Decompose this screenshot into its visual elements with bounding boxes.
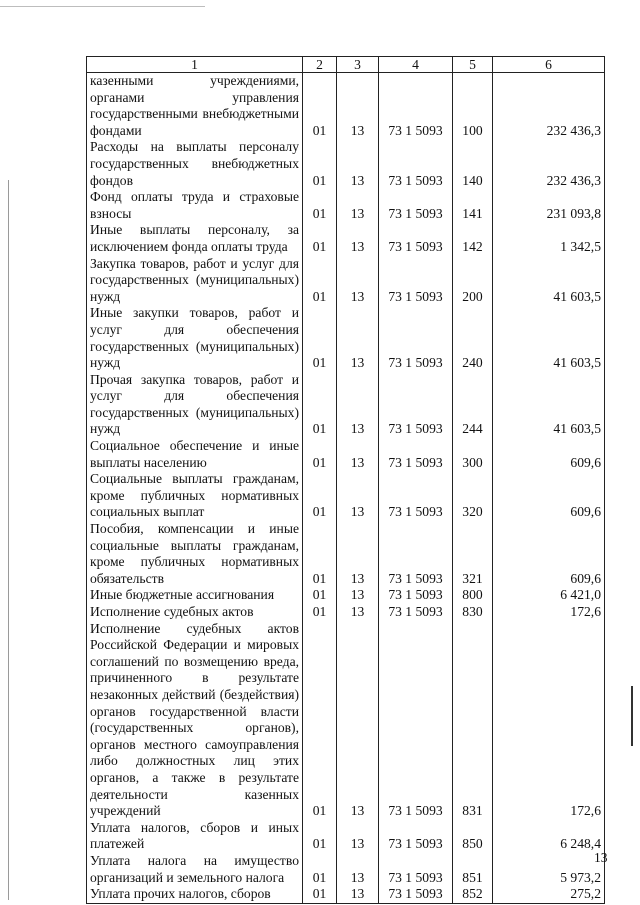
subsection-code-cell: 13 <box>337 471 379 521</box>
expense-type-cell: 831 <box>453 621 493 820</box>
target-article-cell: 73 1 5093 <box>379 189 453 222</box>
table-row <box>87 604 605 621</box>
subsection-code-cell: 13 <box>337 621 379 820</box>
target-article-cell: 73 1 5093 <box>379 372 453 438</box>
subsection-code-cell: 13 <box>337 222 379 255</box>
table-row <box>87 256 605 306</box>
row-name-cell: Социальное обеспечение и иные выплаты населению <box>87 438 303 471</box>
amount-cell: 172,6 <box>493 621 605 820</box>
column-header-1: 1 <box>87 57 303 73</box>
subsection-code-cell: 13 <box>337 372 379 438</box>
section-code-cell: 01 <box>303 621 337 820</box>
subsection-code-cell: 13 <box>337 256 379 306</box>
budget-table <box>86 56 605 904</box>
section-code-cell: 01 <box>303 256 337 306</box>
target-article-cell: 73 1 5093 <box>379 73 453 140</box>
expense-type-cell: 800 <box>453 587 493 604</box>
target-article-cell: 73 1 5093 <box>379 853 453 886</box>
subsection-code-cell: 13 <box>337 820 379 853</box>
expense-type-cell: 141 <box>453 189 493 222</box>
target-article-cell: 73 1 5093 <box>379 139 453 189</box>
expense-type-cell: 830 <box>453 604 493 621</box>
expense-type-cell: 851 <box>453 853 493 886</box>
row-name-cell: Фонд оплаты труда и страховые взносы <box>87 189 303 222</box>
amount-cell: 1 342,5 <box>493 222 605 255</box>
subsection-code-cell: 13 <box>337 139 379 189</box>
page-number: 13 <box>594 850 608 865</box>
amount-cell: 172,6 <box>493 604 605 621</box>
amount-cell: 6 421,0 <box>493 587 605 604</box>
section-code-cell: 01 <box>303 305 337 371</box>
expense-type-cell: 140 <box>453 139 493 189</box>
column-header-4: 4 <box>379 57 453 73</box>
amount-cell: 232 436,3 <box>493 73 605 140</box>
expense-type-cell: 321 <box>453 521 493 587</box>
amount-cell: 609,6 <box>493 438 605 471</box>
amount-cell: 231 093,8 <box>493 189 605 222</box>
row-name-cell: Уплата налогов, сборов и иных платежей <box>87 820 303 853</box>
target-article-cell: 73 1 5093 <box>379 471 453 521</box>
target-article-cell: 73 1 5093 <box>379 604 453 621</box>
column-header-5: 5 <box>453 57 493 73</box>
amount-cell: 41 603,5 <box>493 372 605 438</box>
column-header-3: 3 <box>337 57 379 73</box>
row-name-cell: Исполнение судебных актов <box>87 604 303 621</box>
amount-cell: 232 436,3 <box>493 139 605 189</box>
section-code-cell: 01 <box>303 820 337 853</box>
section-code-cell: 01 <box>303 222 337 255</box>
subsection-code-cell: 13 <box>337 438 379 471</box>
row-name-cell: Закупка товаров, работ и услуг для государственных (муниципальных) нужд <box>87 256 303 306</box>
row-name-cell: Иные выплаты персоналу, за исключением фонда оплаты труда <box>87 222 303 255</box>
subsection-code-cell: 13 <box>337 604 379 621</box>
subsection-code-cell: 13 <box>337 189 379 222</box>
table-row <box>87 222 605 255</box>
header-row <box>87 57 605 73</box>
target-article-cell: 73 1 5093 <box>379 621 453 820</box>
section-code-cell: 01 <box>303 471 337 521</box>
amount-cell: 41 603,5 <box>493 256 605 306</box>
column-header-2: 2 <box>303 57 337 73</box>
amount-cell: 41 603,5 <box>493 305 605 371</box>
row-name-cell: Иные бюджетные ассигнования <box>87 587 303 604</box>
row-name-cell: Социальные выплаты гражданам, кроме публичных нормативных социальных выплат <box>87 471 303 521</box>
section-code-cell: 01 <box>303 189 337 222</box>
section-code-cell: 01 <box>303 604 337 621</box>
expense-type-cell: 852 <box>453 886 493 903</box>
table-row <box>87 886 605 903</box>
expense-type-cell: 200 <box>453 256 493 306</box>
section-code-cell: 01 <box>303 139 337 189</box>
expense-type-cell: 244 <box>453 372 493 438</box>
subsection-code-cell: 13 <box>337 886 379 903</box>
column-header-6: 6 <box>493 57 605 73</box>
subsection-code-cell: 13 <box>337 305 379 371</box>
table-row <box>87 820 605 853</box>
table-row <box>87 853 605 886</box>
subsection-code-cell: 13 <box>337 853 379 886</box>
amount-cell: 609,6 <box>493 521 605 587</box>
scan-left-edge <box>8 180 9 900</box>
table-row <box>87 438 605 471</box>
row-name-cell: казенными учреждениями, органами управления государственными внебюджетными фондами <box>87 73 303 140</box>
target-article-cell: 73 1 5093 <box>379 820 453 853</box>
target-article-cell: 73 1 5093 <box>379 521 453 587</box>
subsection-code-cell: 13 <box>337 521 379 587</box>
row-name-cell: Уплата прочих налогов, сборов <box>87 886 303 903</box>
row-name-cell: Расходы на выплаты персоналу государственных внебюджетных фондов <box>87 139 303 189</box>
table-row <box>87 305 605 371</box>
subsection-code-cell: 13 <box>337 587 379 604</box>
row-name-cell: Исполнение судебных актов Российской Федерации и мировых соглашений по возмещению вреда, причиненного в результате незаконных действий (бездействия) органов государственной власти (государственных органов), органов местного самоуправления либо должностных лиц этих органов, а также в результате деятельности казенных учреждений <box>87 621 303 820</box>
table-row <box>87 621 605 820</box>
section-code-cell: 01 <box>303 73 337 140</box>
target-article-cell: 73 1 5093 <box>379 587 453 604</box>
row-name-cell: Уплата налога на имущество организаций и земельного налога <box>87 853 303 886</box>
row-name-cell: Иные закупки товаров, работ и услуг для обеспечения государственных (муниципальных) нужд <box>87 305 303 371</box>
header-rule <box>0 6 205 7</box>
expense-type-cell: 300 <box>453 438 493 471</box>
subsection-code-cell: 13 <box>337 73 379 140</box>
expense-type-cell: 100 <box>453 73 493 140</box>
table-row <box>87 471 605 521</box>
expense-type-cell: 240 <box>453 305 493 371</box>
table-row <box>87 372 605 438</box>
target-article-cell: 73 1 5093 <box>379 256 453 306</box>
section-code-cell: 01 <box>303 587 337 604</box>
amount-cell: 275,2 <box>493 886 605 903</box>
amount-cell: 5 973,2 <box>493 853 605 886</box>
target-article-cell: 73 1 5093 <box>379 305 453 371</box>
table-header <box>87 57 605 73</box>
target-article-cell: 73 1 5093 <box>379 438 453 471</box>
target-article-cell: 73 1 5093 <box>379 222 453 255</box>
amount-cell: 6 248,4 <box>493 820 605 853</box>
table-row <box>87 189 605 222</box>
scan-mark <box>631 686 633 746</box>
target-article-cell: 73 1 5093 <box>379 886 453 903</box>
table-row <box>87 139 605 189</box>
section-code-cell: 01 <box>303 372 337 438</box>
section-code-cell: 01 <box>303 438 337 471</box>
expense-type-cell: 142 <box>453 222 493 255</box>
table-row <box>87 73 605 140</box>
row-name-cell: Прочая закупка товаров, работ и услуг для обеспечения государственных (муниципальных) нужд <box>87 372 303 438</box>
section-code-cell: 01 <box>303 521 337 587</box>
expense-type-cell: 320 <box>453 471 493 521</box>
section-code-cell: 01 <box>303 853 337 886</box>
table-body <box>87 73 605 904</box>
row-name-cell: Пособия, компенсации и иные социальные выплаты гражданам, кроме публичных нормативных обязательств <box>87 521 303 587</box>
amount-cell: 609,6 <box>493 471 605 521</box>
table-row <box>87 587 605 604</box>
table-row <box>87 521 605 587</box>
section-code-cell: 01 <box>303 886 337 903</box>
expense-type-cell: 850 <box>453 820 493 853</box>
